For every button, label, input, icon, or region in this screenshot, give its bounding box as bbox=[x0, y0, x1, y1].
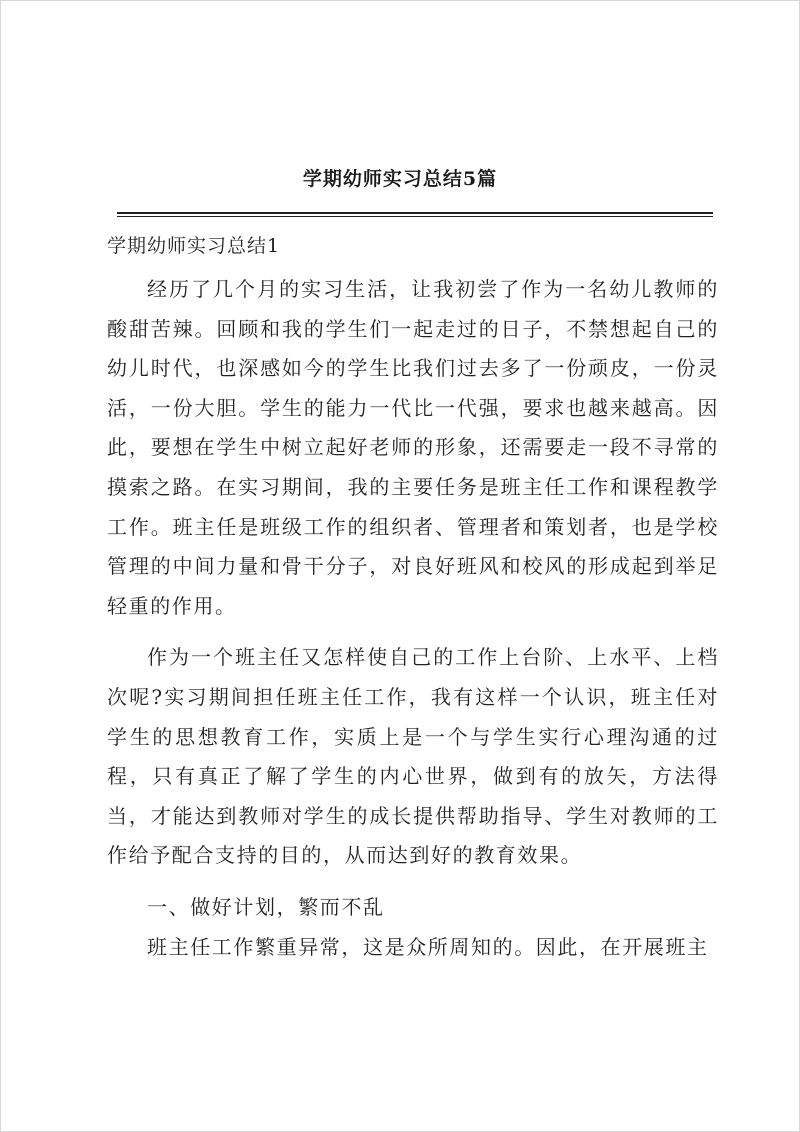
divider-thick-line bbox=[117, 212, 713, 214]
body-paragraph-truncated: 班主任工作繁重异常，这是众所周知的。因此，在开展班主 bbox=[147, 934, 709, 959]
body-paragraph: 经历了几个月的实习生活，让我初尝了作为一名幼儿教师的酸甜苦辣。回顾和我的学生们一起走过的日子，不禁想起自己的幼儿时代，也深感如今的学生比我们过去多了一份顽皮，一份灵活，一份大胆。学生的能力一代比一代强，要求也越来越高。因此，要想在学生中树立起好老师的形象，还需要走一段不寻常的摸索之路。在实习期间，我的主要任务是班主任工作和课程教学工作。班主任是班级工作的组织者、管理者和策划者，也是学校管理的中间力量和骨干分子，对良好班风和校风的形成起到举足轻重的作用。 bbox=[107, 277, 719, 618]
section-heading: 一、做好计划，繁而不乱 bbox=[147, 894, 385, 919]
body-paragraph: 作为一个班主任又怎样使自己的工作上台阶、上水平、上档次呢?实习期间担任班主任工作，我有这样一个认识，班主任对学生的思想教育工作，实质上是一个与学生实行心理沟通的过程，只有真正了解了学生的内心世界，做到有的放矢，方法得当，才能达到教师对学生的成长提供帮助指导、学生对教师的工作给予配合支持的目的，从而达到好的教育效果。 bbox=[107, 645, 719, 868]
document-body bbox=[107, 230, 719, 967]
section-subtitle: 学期幼师实习总结1 bbox=[107, 235, 281, 257]
title-divider bbox=[117, 212, 713, 217]
document-title: 学期幼师实习总结5篇 bbox=[302, 168, 498, 190]
divider-thin-line bbox=[117, 216, 713, 217]
